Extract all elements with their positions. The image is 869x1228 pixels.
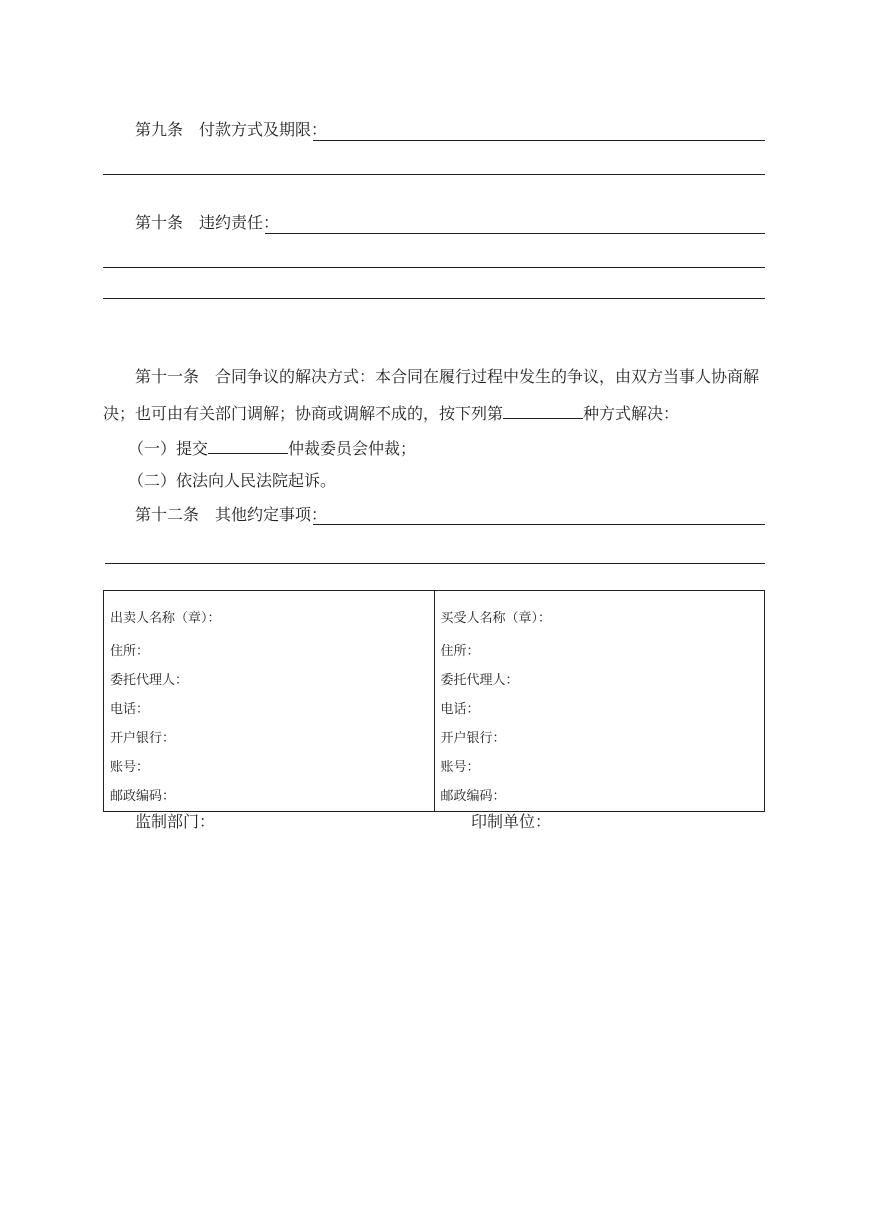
option-1-text: （一）提交 <box>128 439 209 458</box>
clause-11-line-2-tail: 种方式解决： <box>583 404 680 423</box>
clause-12-fill-line <box>313 524 765 525</box>
seller-address-label: 住所： <box>110 644 150 659</box>
parties-table <box>103 590 765 812</box>
option-1-tail: 仲裁委员会仲裁； <box>288 439 417 458</box>
buyer-name-label: 买受人名称（章）： <box>440 611 552 626</box>
clause-11-line-2 <box>103 402 679 424</box>
buyer-agent-label: 委托代理人： <box>440 673 519 688</box>
clause-11-line-2-text: 决；也可由有关部门调解；协商或调解不成的，按下列第 <box>103 404 504 423</box>
supervisor-label: 监制部门： <box>135 812 216 831</box>
clause-9-label: 第九条 付款方式及期限： <box>135 120 328 139</box>
seller-name-label: 出卖人名称（章）： <box>110 611 221 626</box>
clause-10-fill-line <box>265 233 765 234</box>
buyer-cell <box>434 591 765 812</box>
buyer-phone-label: 电话： <box>440 702 480 717</box>
clause-11-option-2: （二）依法向人民法院起诉。 <box>128 471 337 490</box>
clause-10-label: 第十条 违约责任： <box>135 213 280 232</box>
clause-10-blank-line-2 <box>103 298 765 299</box>
seller-postcode-label: 邮政编码： <box>110 789 176 804</box>
clause-12-blank-line <box>105 563 765 564</box>
buyer-bank-label: 开户银行： <box>440 731 506 746</box>
arbitration-committee-blank <box>208 437 288 454</box>
seller-account-label: 账号： <box>110 760 150 775</box>
seller-bank-label: 开户银行： <box>110 731 176 746</box>
clause-9-blank-line <box>103 174 765 175</box>
clause-11-option-blank <box>503 402 583 419</box>
clause-11-option-1 <box>128 437 416 459</box>
clause-12-label: 第十二条 其他约定事项： <box>135 505 328 524</box>
seller-phone-label: 电话： <box>110 702 150 717</box>
printer-label: 印制单位： <box>471 812 552 831</box>
clause-11-line-1: 第十一条 合同争议的解决方式：本合同在履行过程中发生的争议，由双方当事人协商解 <box>135 367 760 386</box>
buyer-account-label: 账号： <box>440 760 480 775</box>
buyer-postcode-label: 邮政编码： <box>440 789 506 804</box>
seller-agent-label: 委托代理人： <box>110 673 189 688</box>
buyer-address-label: 住所： <box>440 644 480 659</box>
clause-10-blank-line-1 <box>103 267 765 268</box>
clause-9-fill-line <box>313 140 765 141</box>
seller-cell <box>104 591 435 812</box>
